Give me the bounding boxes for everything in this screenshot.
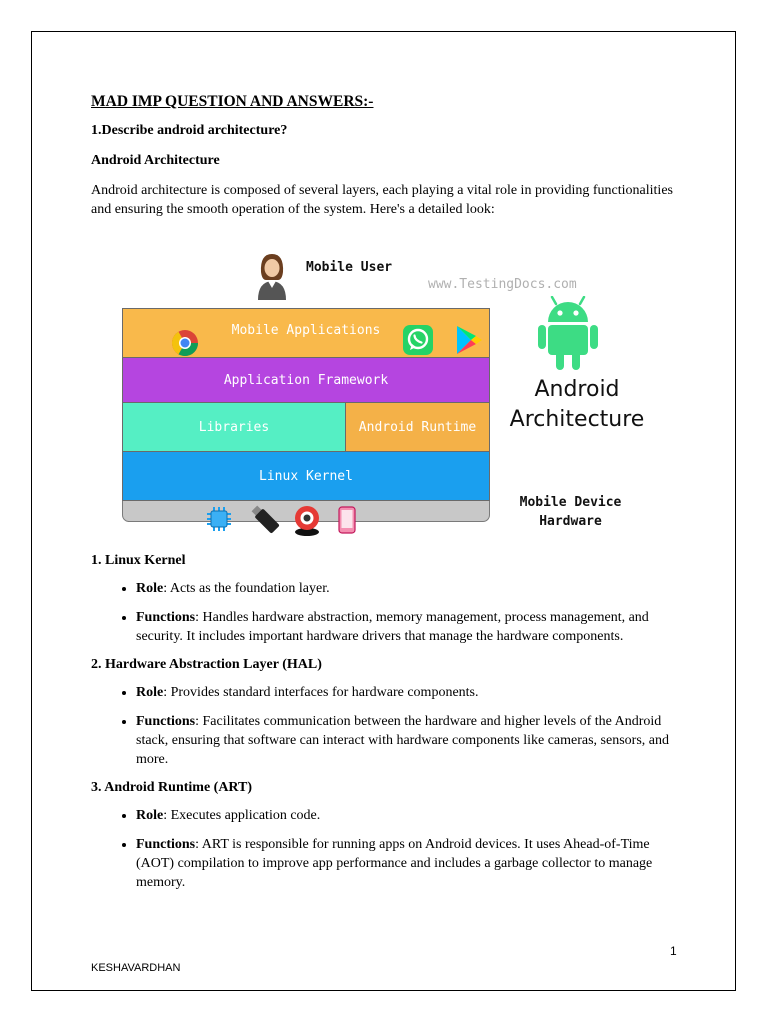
layer-android-runtime: [345, 402, 490, 452]
layer-label: Android Runtime: [358, 419, 477, 435]
layer-application-framework: [122, 357, 490, 403]
section-title: 1. Linux Kernel: [91, 553, 186, 568]
item-label: Role: [136, 808, 164, 823]
section-title: 2. Hardware Abstraction Layer (HAL): [91, 657, 322, 672]
intro-paragraph: Android architecture is composed of several layers, each playing a vital role in providing functionalities and ensuring the smooth operation of the system. Here's a detailed look:: [91, 183, 673, 217]
bullet-list: [91, 579, 681, 646]
item-label: Functions: [136, 837, 196, 852]
question-heading: 1.Describe android architecture?: [91, 123, 288, 138]
play-store-icon: [454, 324, 484, 356]
hardware-label-line1: Mobile Device: [519, 495, 622, 510]
item-text: : Handles hardware abstraction, memory management, process management, and security. It includes important hardware drivers that manage the hardware components.: [136, 610, 649, 644]
sections: [91, 553, 681, 892]
side-title-android: Android: [534, 377, 620, 402]
camera-icon: [292, 504, 322, 536]
document-body: [91, 93, 691, 219]
list-item: [136, 712, 681, 769]
list-item: [136, 608, 681, 646]
layer-label: Mobile Applications: [231, 323, 381, 338]
mobile-user-label: Mobile User: [306, 260, 393, 275]
bullet-list: [91, 683, 681, 769]
list-item: [136, 835, 681, 892]
list-item: [136, 806, 681, 825]
layer-label: Linux Kernel: [259, 468, 353, 484]
item-text: : Facilitates communication between the hardware and higher levels of the Android stack, ensuring that software can interact with hardware components like cameras, sensors, and more.: [136, 714, 669, 767]
person-icon: [252, 250, 292, 300]
page-number: 1: [670, 944, 677, 958]
hardware-label-line2: Hardware: [539, 514, 602, 529]
item-text: : Acts as the foundation layer.: [163, 581, 330, 596]
phone-icon: [338, 506, 356, 534]
chrome-icon: [170, 328, 200, 358]
chip-icon: [206, 506, 232, 532]
bullet-list: [91, 806, 681, 892]
usb-stick-icon: [250, 504, 280, 534]
document-title: MAD IMP QUESTION AND ANSWERS:-: [91, 93, 374, 110]
layer-label: Libraries: [198, 419, 270, 435]
subheading: Android Architecture: [91, 153, 220, 168]
layer-libraries: [122, 402, 346, 452]
item-label: Role: [136, 685, 164, 700]
android-robot-icon: [536, 296, 600, 370]
layer-linux-kernel: [122, 451, 490, 501]
item-label: Role: [136, 581, 164, 596]
section-art: [91, 780, 681, 892]
item-label: Functions: [136, 714, 196, 729]
item-text: : ART is responsible for running apps on Android devices. It uses Ahead-of-Time (AOT) compilation to improve app performance and includes a garbage collector to manage memory.: [136, 837, 653, 890]
item-label: Functions: [136, 610, 196, 625]
list-item: [136, 683, 681, 702]
item-text: : Provides standard interfaces for hardware components.: [163, 685, 479, 700]
side-title-architecture: Architecture: [509, 407, 645, 432]
layer-label: Application Framework: [223, 372, 389, 388]
item-text: : Executes application code.: [163, 808, 321, 823]
section-title: 3. Android Runtime (ART): [91, 780, 253, 795]
list-item: [136, 579, 681, 598]
section-hal: [91, 657, 681, 769]
whatsapp-icon: [402, 324, 434, 356]
watermark: www.TestingDocs.com: [428, 277, 577, 292]
footer-author: KESHAVARDHAN: [91, 962, 181, 974]
section-linux-kernel: [91, 553, 681, 646]
architecture-diagram: [120, 250, 665, 540]
